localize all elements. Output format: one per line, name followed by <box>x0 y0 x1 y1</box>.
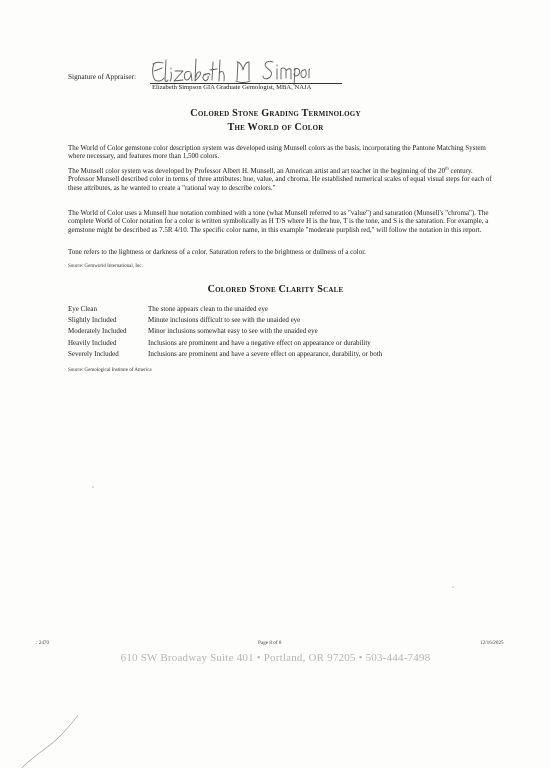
table-row <box>68 349 508 360</box>
clarity-description: Inclusions are prominent and have a severe effect on appearance, durability, or both <box>148 349 383 358</box>
source-gemworld: Source: Gemworld International, Inc. <box>68 264 143 269</box>
paragraph-munsell-text-start: The Munsell color system was developed by Professor Albert H. Munsell, an American artist and art teacher in the beginning of the 20 <box>68 167 446 175</box>
paragraph-world-of-color-intro: The World of Color gemstone color description system was developed using Munsell colors as the basis, incorporating the Pantone Matching System where necessary, and features more than 1,500 colors. <box>68 144 486 161</box>
table-row <box>68 304 508 315</box>
clarity-description: Minute inclusions difficult to see with the unaided eye <box>148 316 301 325</box>
appraiser-credentials: Elizabeth Simpson GIA Graduate Gemologist, MBA, NAJA <box>152 84 312 91</box>
clarity-grade: Moderately Included <box>68 327 127 336</box>
footer-date: 12/16/2025 <box>480 640 504 646</box>
clarity-grade: Severely Included <box>68 349 119 358</box>
clarity-description: The stone appears clean to the unaided eye <box>148 305 268 313</box>
clarity-scale-table <box>68 304 508 360</box>
paragraph-tone-saturation: Tone refers to the lightness or darkness of a color. Saturation refers to the brightness or dullness of a color. <box>68 248 366 256</box>
source-gia: Source: Gemological Institute of America <box>68 368 152 373</box>
ordinal-superscript: th <box>445 165 449 171</box>
signature-label: Signature of Appraiser: <box>68 72 137 81</box>
scan-speck <box>452 586 454 588</box>
clarity-description: Inclusions are prominent and have a negative effect on appearance or durability <box>148 338 371 347</box>
paragraph-munsell-text-end: century. Professor Munsell described color in terms of three attributes: hue, value, and chroma. He established numerical scales of equal visual steps for each of these attributes, as he wanted to create a "rational way to describe colors." <box>68 167 492 192</box>
clarity-description: Minor inclusions somewhat easy to see with the unaided eye <box>148 327 318 336</box>
terminology-heading: Colored Stone Grading Terminology <box>190 108 361 119</box>
footer-address: 610 SW Broadway Suite 401 • Portland, OR 97205 • 503-444-7498 <box>120 652 431 664</box>
signature-block <box>68 56 488 96</box>
scan-crease-mark <box>20 715 80 768</box>
paragraph-notation: The World of Color uses a Munsell hue notation combined with a tone (what Munsell referred to as "value") and saturation (Munsell's "chroma"). The complete World of Color notation for a color is written symbolically as H T/S where H is the hue, T is the tone, and S is the saturation. For example, a gemstone might be described as 7.5R 4/10. The specific color name, in this example "moderate purplish red," will follow the notation in this report. <box>68 209 489 234</box>
footer-page-number: Page 8 of 8 <box>258 640 282 646</box>
footer-report-id: : 2470 <box>36 640 50 646</box>
scan-speck <box>92 486 94 488</box>
world-of-color-heading: The World of Color <box>227 122 324 133</box>
table-row <box>68 315 508 326</box>
table-row <box>68 338 508 349</box>
paragraph-munsell-system <box>68 167 498 192</box>
clarity-scale-heading: Colored Stone Clarity Scale <box>207 284 344 295</box>
clarity-grade: Heavily Included <box>68 338 117 347</box>
clarity-grade: Eye Clean <box>68 305 97 313</box>
handwritten-signature <box>150 54 310 86</box>
clarity-grade: Slightly Included <box>68 316 117 325</box>
table-row <box>68 326 508 337</box>
